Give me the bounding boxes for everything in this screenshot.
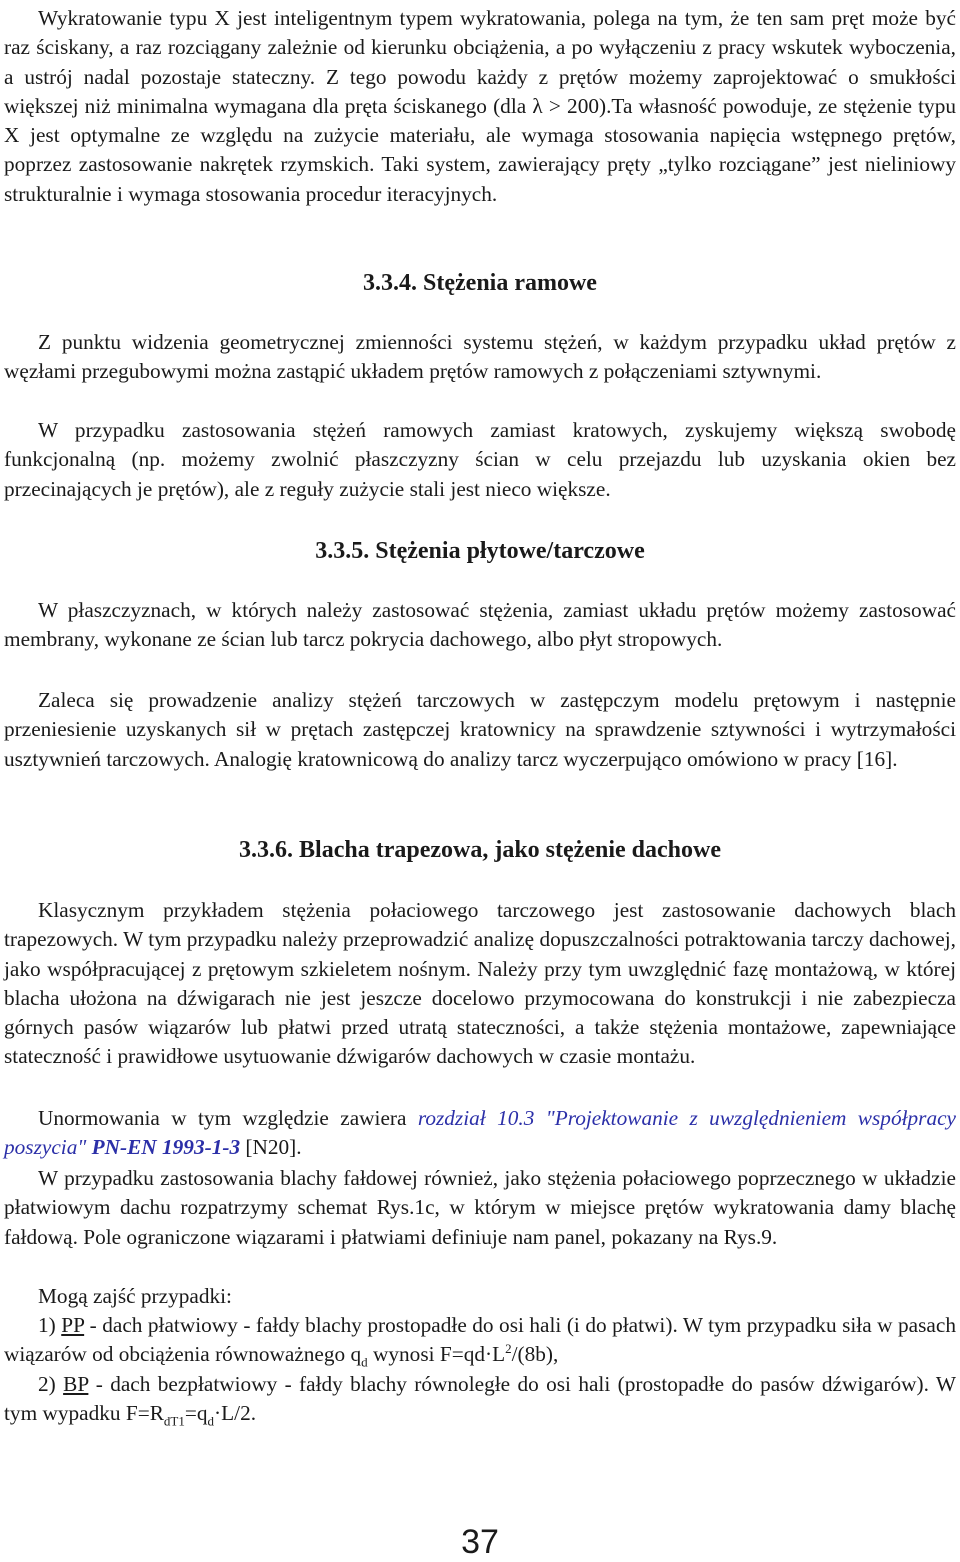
section-heading-3-3-6: 3.3.6. Blacha trapezowa, jako stężenie dachowe: [239, 837, 721, 863]
standards-code: PN-EN 1993-1-3: [91, 1135, 241, 1160]
case-1-number: 1): [38, 1313, 62, 1337]
standards-lead-text: Unormowania w tym względzie zawiera: [38, 1106, 418, 1130]
paragraph-x-bracing-text-2: Ta własność powoduje, ze stężenie typu X jest optymalne ze względu na zużycie materiału, ale wymaga stosowania napięcia wstępnego prętów, poprzez zastosowanie nakrętek rzymskich. Taki system, zawierający pręty „tylko rozciągane” jest nieliniowy strukturalnie i wymaga stosowania procedur iteracyjnych.: [4, 93, 956, 206]
paragraph-folded-sheet: W przypadku zastosowania blachy fałdowej również, jako stężenia połaciowego poprzecznego w układzie płatwiowym dachu rozpatrzymy schemat Rys.1c, w którym w miejsce prętów wykratowania damy blachę fałdową. Pole ograniczone wiązarami i płatwiami definiuje nam panel, pokazany na Rys.9.: [4, 1166, 956, 1249]
list-item-case-2: [4, 1370, 956, 1429]
case-2-formula-end: ·L/2.: [214, 1401, 257, 1426]
standards-chapter-reference: rozdział 10.3 "Projektowanie z uwzględnieniem współpracy poszycia": [4, 1106, 956, 1160]
case-1-formula-end: /(8b),: [511, 1342, 559, 1367]
paragraph-cases-intro: Mogą zajść przypadki:: [38, 1284, 232, 1308]
paragraph-plate-bracing-1: W płaszczyznach, w których należy zastosować stężenia, zamiast układu prętów możemy zastosować membrany, wykonane ze ścian lub tarcz pokrycia dachowego, albo płyt stropowych.: [4, 598, 956, 652]
list-item-case-1: [4, 1311, 956, 1370]
paragraph-standards-reference: [4, 1104, 956, 1163]
case-2-abbreviation: BP: [63, 1372, 89, 1396]
case-1-formula: wynosi F=qd·L: [367, 1342, 506, 1367]
case-2-text: - dach bezpłatwiowy - fałdy blachy równoległe do osi hali (prostopadłe do pasów dźwigarów). W tym wypadku F=R: [4, 1372, 956, 1426]
paragraph-plate-bracing-2: Zaleca się prowadzenie analizy stężeń tarczowych w zastępczym modelu prętowym i następnie przeniesienie uzyskanych sił w prętach zastępczej kratownicy na sprawdzenie sztywności i wytrzymałości usztywnień tarczowych. Analogię kratownicową do analizy tarcz wyczerpująco omówiono w pracy [16].: [4, 688, 956, 771]
paragraph-frame-bracing-2: W przypadku zastosowania stężeń ramowych zamiast kratowych, zyskujemy większą swobodę funkcjonalną (np. możemy zwolnić płaszczyzny ścian w celu przejazdu lub uzyskania okien bez przecinających je prętów), ale z reguły zużycie stali jest nieco większe.: [4, 418, 956, 501]
case-2-formula: =q: [184, 1401, 208, 1426]
paragraph-frame-bracing-1: Z punktu widzenia geometrycznej zmienności systemu stężeń, w każdym przypadku układ prętów z węzłami przegubowymi można zastąpić układem prętów ramowych z połączeniami sztywnymi.: [4, 330, 956, 384]
section-heading-3-3-5: 3.3.5. Stężenia płytowe/tarczowe: [315, 538, 645, 564]
page-number: 37: [461, 1523, 499, 1561]
paragraph-trapezoidal-sheet-1: Klasycznym przykładem stężenia połaciowego tarczowego jest zastosowanie dachowych blach trapezowych. W tym przypadku należy przeprowadzić analizę dopuszczalności potraktowania tarczy dachowej, jako współpracującej z prętowym szkieletem nośnym. Należy przy tym uwzględnić fazę montażową, w której blacha ułożona na dźwigarach nie jest jeszcze docelowo przymocowana do konstrukcji i nie zabezpiecza górnych pasów wiązarów lub płatwi przed utratą stateczności, a także stężenia montażowe, zapewniające stateczność i prawidłowe usytuowanie dźwigarów dachowych w czasie montażu.: [4, 898, 956, 1069]
case-2-subscript-2: d: [207, 1413, 215, 1429]
case-1-superscript: 2: [505, 1341, 512, 1357]
case-2-number: 2): [38, 1372, 64, 1396]
case-1-text: - dach płatwiowy - fałdy blachy prostopadłe do osi hali (i do płatwi). W tym przypadku siła w pasach wiązarów od obciążenia równoważnego q: [4, 1313, 956, 1367]
paragraph-x-bracing: [4, 4, 956, 209]
standards-citation: [N20].: [240, 1135, 302, 1160]
case-1-subscript: d: [361, 1354, 368, 1370]
case-1-abbreviation: PP: [61, 1313, 85, 1337]
section-heading-3-3-4: 3.3.4. Stężenia ramowe: [363, 270, 597, 296]
case-2-subscript-1: dT1: [163, 1413, 185, 1429]
paragraph-x-bracing-text: Wykratowanie typu X jest inteligentnym typem wykratowania, polega na tym, że ten sam pręt może być raz ściskany, a raz rozciągany zależnie od kierunku obciążenia, a po wyłączeniu z pracy wskutek wyboczenia, a ustrój nadal pozostaje stateczny. Z tego powodu każdy z prętów możemy zaprojektować o smukłości większej niż minimalna wymagana dla pręta ściskanego (dla λ > 200).: [4, 6, 956, 118]
